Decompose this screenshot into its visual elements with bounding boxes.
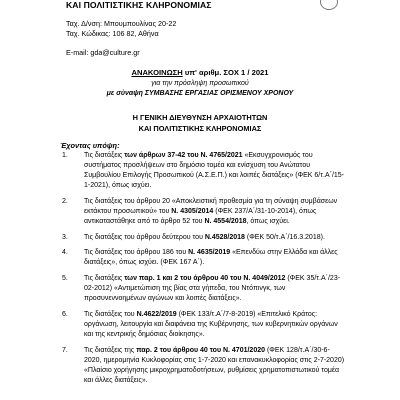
list-item-line <box>84 259 384 266</box>
announcement-label: ΑΝΑΚΟΙΝΩΣΗ <box>131 68 183 77</box>
text-segment: οργάνωση, λειτουργία και διαφάνεια της Κυβέρνησης, των κυβερνητικών οργάνων <box>84 320 338 328</box>
list-item-line <box>84 367 384 374</box>
text-segment: , όπως ισχύει. <box>246 218 290 226</box>
list-item-line <box>84 198 384 205</box>
law-reference: Ν.4622/2019 <box>136 310 177 318</box>
list-item-number: 7. <box>62 346 68 354</box>
announcement-title <box>0 68 400 77</box>
text-segment: (ΦΕΚ 133/τ.Α΄/7-8-2019) «Επιτελικό Κράτος: <box>176 310 318 318</box>
emblem-fragment-icon <box>320 0 338 10</box>
text-segment: διατάξεις», όπως ισχύει. (ΦΕΚ 167 Α΄). <box>84 259 205 267</box>
list-item-line <box>84 331 384 338</box>
authority-line-1: Η ΓΕΝΙΚΗ ΔΙΕΥΘΥΝΣΗ ΑΡΧΑΙΟΤΗΤΩΝ <box>132 113 268 122</box>
text-segment: Τις διατάξεις <box>84 275 125 282</box>
text-segment: «Επενδύω στην Ελλάδα και άλλες <box>230 249 338 257</box>
law-reference: παρ. 2 του άρθρου 40 του Ν. 4701/2020 <box>136 346 266 354</box>
list-item-line <box>84 234 384 241</box>
list-item-line <box>84 295 384 302</box>
law-reference: Ν. 4554/2018 <box>204 218 247 226</box>
authority-line-2: ΚΑΙ ΠΟΛΙΤΙΣΤΙΚΗΣ ΚΛΗΡΟΝΟΜΙΑΣ <box>138 124 262 133</box>
list-item-number: 1. <box>62 152 68 159</box>
ministry-name: ΚΑΙ ΠΟΛΙΤΙΣΤΙΚΗΣ ΚΛΗΡΟΝΟΜΙΑΣ <box>66 0 212 10</box>
list-item-number: 5. <box>62 275 68 282</box>
list-item-line <box>84 377 384 384</box>
law-reference: Ν. 4635/2019 <box>188 249 231 257</box>
announcement-contract-type: με σύναψη ΣΥΜΒΑΣΗΣ ΕΡΓΑΣΙΑΣ ΟΡΙΣΜΕΝΟΥ ΧΡΟΝΟΥ <box>106 90 294 97</box>
text-segment: Τις διατάξεις του <box>84 310 137 318</box>
list-item-line <box>84 357 384 364</box>
text-segment: αντικαταστάθηκε από το άρθρο 52 του <box>84 218 205 226</box>
text-segment: εκτάκτου προσωπικού» του <box>84 207 172 215</box>
list-item-line <box>84 285 384 292</box>
having-regard-heading: Έχοντας υπόψη: <box>60 141 120 150</box>
text-segment: προσυνεννοημένων αγώνων και λοιπές διατάξεις». <box>84 295 242 303</box>
address-street: Ταχ. Δ/νση: Μπουμπουλίνας 20-22 <box>66 19 177 28</box>
law-reference: Ν. 4305/2014 <box>171 207 214 215</box>
announcement-number: υπ' αριθμ. ΣΟΧ 1 / 2021 <box>182 68 269 77</box>
address-email: E-mail: gda@culture.gr <box>66 48 140 57</box>
announcement-purpose: για την πρόσληψη προσωπικού <box>151 80 249 87</box>
law-reference: των άρθρων 37-42 του Ν. 4765/2021 <box>124 152 243 159</box>
text-segment: «Εκσυγχρονισμός του <box>242 152 313 159</box>
list-item-line <box>84 311 384 318</box>
text-segment: συστήματος προσλήψεων στο δημόσιο τομέα και ενίσχυση του Ανώτατου <box>84 162 311 170</box>
list-item-number: 6. <box>62 310 68 318</box>
list-item-number: 2. <box>62 197 68 205</box>
list-item-line <box>84 275 384 282</box>
text-segment: Τις διατάξεις <box>84 152 125 159</box>
text-segment: Συμβουλίου Επιλογής Προσωπικού (Α.Σ.Ε.Π.) και λοιπές διατάξεις» (ΦΕΚ 6/τ.Α΄/15- <box>84 172 345 180</box>
address-postal: Ταχ. Κώδικας: 106 82, Αθήνα <box>66 29 159 38</box>
list-item-line <box>84 321 384 328</box>
list-item-line <box>84 218 384 225</box>
list-item-line <box>84 172 384 179</box>
list-item-line <box>84 162 384 169</box>
text-segment: 1-2021), όπως ισχύει. <box>84 182 152 190</box>
text-segment: (ΦΕΚ 237/Α΄/31-10-2014), όπως <box>213 207 317 215</box>
list-item-line <box>84 182 384 189</box>
list-item-number: 4. <box>62 249 68 257</box>
law-reference: των παρ. 1 και 2 του άρθρου 40 του Ν. 4049/2012 <box>124 275 286 282</box>
list-item-line <box>84 208 384 215</box>
law-reference: Ν.4528/2018 <box>204 233 245 241</box>
text-segment: 02-2012) «Αντιμετώπιση της βίας στα γήπεδα, του Ντόπινγκ, των <box>84 285 286 293</box>
text-segment: και άλλες διατάξεις». <box>84 376 148 384</box>
list-item-line <box>84 152 384 159</box>
text-segment: Τις διατάξεις του άρθρου δεύτερου του <box>84 233 205 241</box>
text-segment: (ΦΕΚ 128/τ.Α΄/30-6- <box>265 346 330 354</box>
text-segment: Τις διατάξεις του άρθρου 20 «Αποκλειστική προθεσμία για τη σύναψη συμβάσεων <box>84 197 338 205</box>
text-segment: και της κεντρικής δημόσιας διοίκησης». <box>84 330 205 338</box>
list-item-number: 3. <box>62 233 68 241</box>
list-item-line <box>84 249 384 256</box>
list-item-line <box>84 347 384 354</box>
text-segment: (ΦΕΚ 35/τ.Α΄/23- <box>285 275 341 282</box>
text-segment: Τις διατάξεις του άρθρου 186 του <box>84 249 189 257</box>
text-segment: (ΦΕΚ 50/τ.Α΄/16.3.2018). <box>244 233 325 241</box>
text-segment: Τις διατάξεις της <box>84 346 137 354</box>
text-segment: 2020, ημερομηνία Κυκλοφορίας στις 1-7-2020 και επανακυκλοφορίας στις 2-7-2020) <box>84 356 345 364</box>
text-segment: «Πλαίσιο χορήγησης μικροχρηματοδοτήσεων, ρυθμίσεις χρηματοπιστωτικού τομέα <box>84 366 340 374</box>
